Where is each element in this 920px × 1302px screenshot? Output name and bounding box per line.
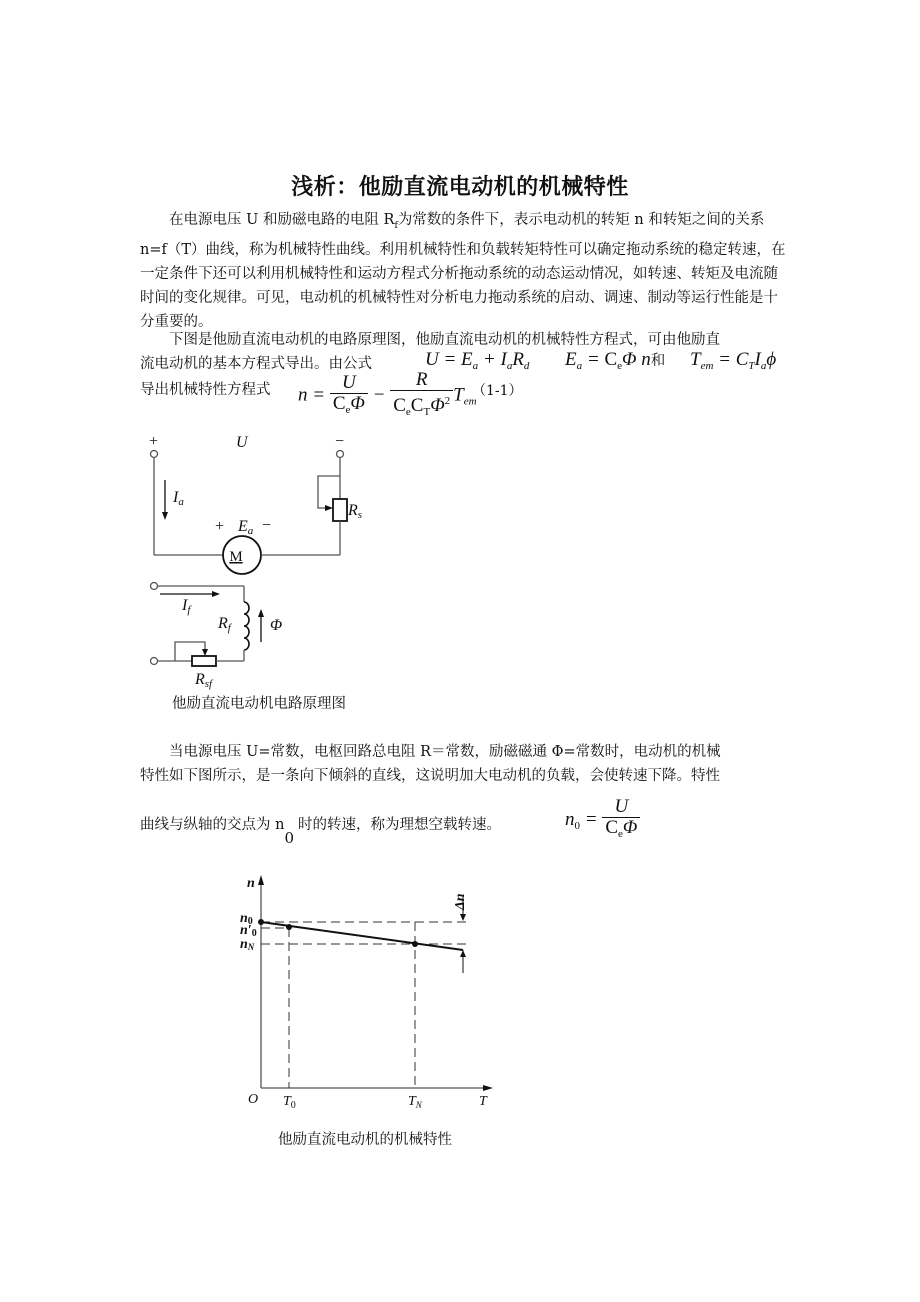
derivation-text: 流电动机的基本方程式导出。由公式 (140, 356, 372, 372)
intro-paragraph (140, 208, 790, 334)
rs-label: Rs (348, 502, 363, 521)
derivation-line3: 导出机械特性方程式 (140, 382, 271, 398)
nN-label: nN (240, 937, 255, 952)
formula-voltage: $U = E_a + I_aR_d$ (425, 349, 530, 372)
derivation-line1: 下图是他励直流电动机的电路原理图，他励直流电动机的机械特性方程式，可由他励直 (169, 332, 720, 348)
n0-point (258, 919, 264, 925)
n0-subscript: 0 (284, 829, 294, 847)
circuit-caption: 他励直流电动机电路原理图 (172, 696, 346, 712)
characteristic-line2: 特性如下图所示，是一条向下倾斜的直线，这说明加大电动机的负载，会使转速下降。特性 (140, 768, 720, 784)
rf-label: Rf (218, 615, 231, 634)
intro-text: 在电源电压 U 和励磁电路的电阻 R (169, 212, 395, 228)
motor-label: M (229, 549, 243, 565)
rsf-resistor (192, 656, 216, 666)
rsf-label: Rsf (195, 671, 213, 690)
n0-text-rest: 时的转速，称为理想空载转速。 (298, 817, 501, 833)
if-arrow-head (212, 591, 220, 597)
tN-label: $T_N$ (408, 1094, 422, 1110)
ea-minus: − (262, 517, 272, 534)
formula-mechanical-characteristic: n = $\frac{U}{C_e\Phi}$ − $\frac{R}{C_eC_T\Phi^2}$ $T_{em}$ (298, 370, 477, 422)
circuit-diagram (140, 430, 380, 690)
rs-resistor (333, 499, 347, 521)
phi-label: Φ (270, 617, 283, 634)
formula-emf: $E_a = C_e\Phi$ n和 (565, 349, 666, 372)
ea-label: Ea (238, 518, 254, 537)
phi-arrow-head (258, 609, 264, 617)
and-text: 和 (650, 353, 666, 369)
x-axis-label: T (479, 1094, 487, 1109)
formula-torque: $T_{em} = C_TI_a\phi$ (690, 349, 777, 372)
characteristic-line1: 当电源电压 U=常数，电枢回路总电阻 R＝常数，励磁磁通 Φ=常数时，电动机的机械 (169, 744, 721, 760)
positive-terminal (151, 451, 158, 458)
n0-prime-label: n′0 (240, 923, 257, 939)
characteristic-caption: 他励直流电动机的机械特性 (278, 1132, 452, 1148)
nN-point (412, 941, 418, 947)
y-axis-label: n (247, 876, 255, 891)
plus-label: + (149, 433, 159, 450)
origin-label: O (248, 1092, 259, 1107)
page-title: 浅析：他励直流电动机的机械特性 (291, 175, 629, 200)
n0-label: n0 (240, 911, 253, 927)
n0-text: 曲线与纵轴的交点为 n (140, 817, 285, 833)
delta-n-label: Δn (453, 893, 468, 910)
t0-label: $T_0$ (283, 1094, 296, 1111)
mechanical-characteristic-chart (230, 865, 510, 1115)
equation-number: （1-1） (472, 383, 523, 399)
minus-label: − (335, 433, 345, 450)
ia-arrow-head (162, 512, 168, 520)
u-label: U (236, 434, 248, 451)
formula-no-load-speed: $n_0$ = $\frac{U}{C_e\Phi}$ (565, 797, 640, 844)
ea-plus: + (215, 518, 225, 535)
n0-prime-point (286, 924, 292, 930)
intro-text-rest: 为常数的条件下，表示电动机的转矩 n 和转矩之间的关系 n=f（T）曲线，称为机械特性曲线。利用机械特性和负载转矩特性可以确定拖动系统的稳定转速，在一定条件下还可以利用机械特性和运动方程式分析拖动系统的动态运动情况，如转速、转矩及电流随时间的变化规律。可见，电动机的机械特性对分析电力拖动系统的启动、调速、制动等运行性能是十分重要的。 (140, 212, 786, 330)
rf-subscript: f (394, 220, 398, 231)
if-label: If (182, 597, 191, 616)
ia-label: Ia (173, 489, 184, 508)
negative-terminal (337, 451, 344, 458)
characteristic-line3 (140, 812, 790, 847)
